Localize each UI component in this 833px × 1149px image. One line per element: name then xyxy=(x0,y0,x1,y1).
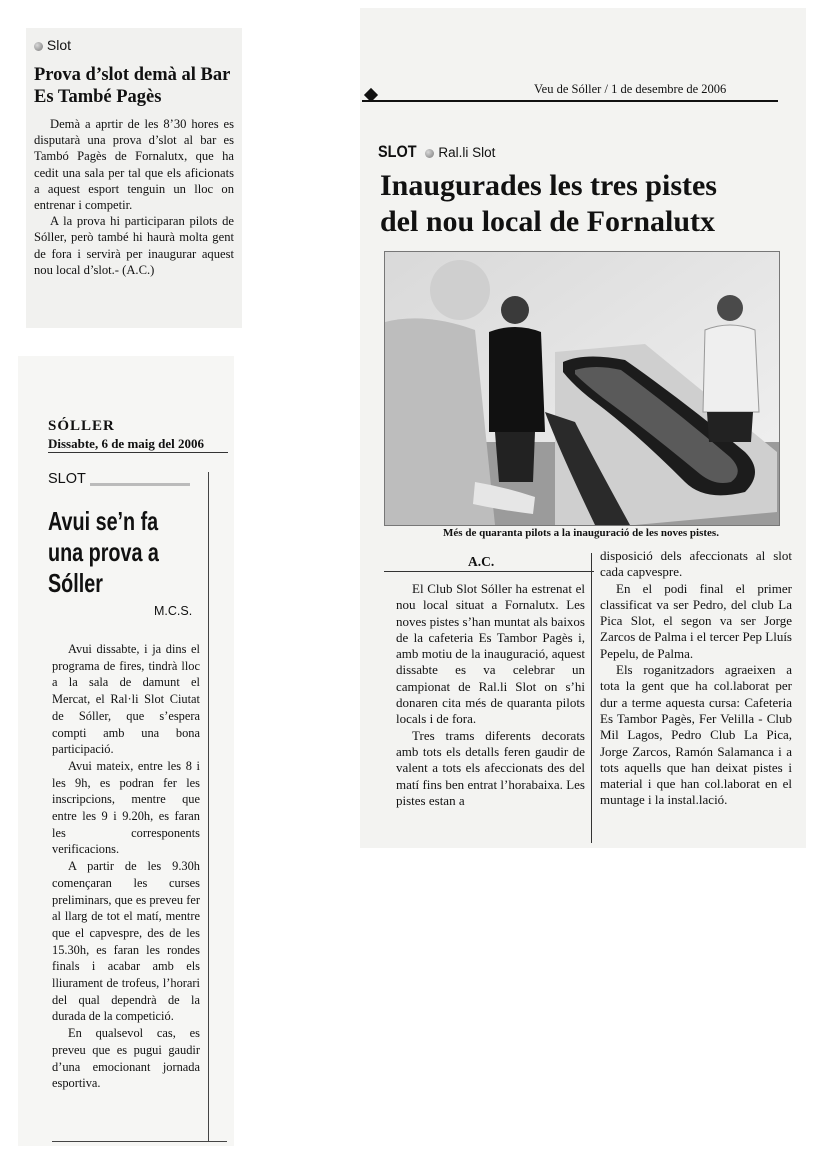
paragraph: En qualsevol cas, es preveu que es pugui gaudir d’una emocionant jornada esportiva. xyxy=(52,1026,200,1091)
column-rule xyxy=(591,553,592,843)
rule xyxy=(48,452,228,453)
headline-line: Sóller xyxy=(48,568,103,598)
photo-caption: Més de quaranta pilots a la inauguració de les noves pistes. xyxy=(443,527,719,539)
byline-rule xyxy=(384,571,594,572)
bullet-icon xyxy=(34,42,43,51)
bullet-icon xyxy=(425,149,434,158)
column-rule xyxy=(208,472,209,1142)
article-body xyxy=(52,641,200,1092)
article-body xyxy=(34,116,234,278)
headline xyxy=(380,168,790,240)
paragraph: El Club Slot Sóller ha estrenat el nou local situat a Fornalutx. Les noves pistes s’han muntat als baixos de la cafeteria Es Tambor Pagès i, amb motiu de la inauguració, aquest dissabte es va celebrar un campionat de Ral.li Slot on s’hi donaren cita més de quaranta pilots locals i de fora. xyxy=(396,581,585,727)
section-label: SLOT xyxy=(378,142,417,161)
byline: A.C. xyxy=(468,554,495,569)
headline xyxy=(48,506,208,599)
headline-line: Avui se’n fa xyxy=(48,506,159,536)
article-column-2 xyxy=(600,548,792,809)
section-tag xyxy=(34,37,71,53)
section-label: SLOT xyxy=(48,471,86,487)
byline: M.C.S. xyxy=(154,604,193,618)
paragraph: Avui dissabte, i ja dins el programa de fires, tindrà lloc a la sala de damunt el Mercat, el Ral·li Slot Ciutat de Sóller, que s’espera compti amb una bona participació. xyxy=(52,642,200,757)
paragraph: Demà a aprtir de les 8’30 hores es disputarà una prova d’slot al bar es Tambó Pagès de Fornalutx, que ha cedit una sala per tal que els aficionats a aquest esport tenguin un lloc on entrenar i competir. xyxy=(34,117,234,213)
article-column-1 xyxy=(396,581,585,809)
photo xyxy=(384,251,780,526)
masthead: SÓLLER xyxy=(48,418,115,434)
header-rule xyxy=(362,100,778,102)
headline-line: del nou local de Fornalutx xyxy=(380,205,716,238)
date: Dissabte, 6 de maig del 2006 xyxy=(48,436,204,451)
section-rule xyxy=(90,483,190,486)
paragraph: Tres trams diferents decorats amb tots els detalls feren gaudir de valent a tots els afeccionats des del matí fins ben entrat l’horabaixa. Les pistes estan a xyxy=(396,727,585,808)
paragraph: disposició dels afeccionats al slot cada capvespre. xyxy=(600,548,792,580)
photo-image xyxy=(385,252,779,525)
paragraph: A la prova hi participaran pilots de Sóller, però també hi haurà molta gent de fora i servirà per inaugurar aquest nou local d’slot.- (A.C.) xyxy=(34,214,234,277)
headline: Prova d’slot demà al Bar Es També Pagès xyxy=(34,65,230,107)
headline-line: Inaugurades les tres pistes xyxy=(380,169,717,202)
paragraph: Els roganitzadors agraeixen a tota la gent que ha col.laborat per dur a terme aquesta cursa: Cafeteria Es Tambor Pagès, Fer Velilla - Club Mil Lagos, Pedro Club La Pica, Jorge Zarcos, Ramón Salamanca i a tots aquells que han deixat pistes i material i que han col.laborat en el muntage i la instal.lació. xyxy=(600,662,792,808)
section-label: Slot xyxy=(46,37,72,53)
clipping-avui-prova xyxy=(18,356,234,1146)
paper-header: Veu de Sóller / 1 de desembre de 2006 xyxy=(534,82,727,96)
paragraph: Avui mateix, entre les 8 i les 9h, es podran fer les inscripcions, mentre que entre les 9 i 9.20h, es faran les corresponents verificacions. xyxy=(52,758,200,857)
paragraph: En el podi final el primer classificat va ser Pedro, del club La Pica Slot, el segon va ser Jorge Zarcos de Palma i el tercer Pep Lluís Pepelu, de Palma. xyxy=(600,580,792,661)
bottom-rule xyxy=(52,1141,227,1142)
section-tag xyxy=(378,142,495,162)
paragraph: A partir de les 9.30h començaran les curses preliminars, que es preveu fer al llarg de tot el matí, mentre que el capvespre, des de les 15.30h, es faran les rondes finals i acabar amb els lliurament de trofeus, l’horari del qual dependrà de la durada de la competició. xyxy=(52,859,200,1024)
clipping-inaugurades xyxy=(360,8,806,848)
subsection-label: Ral.li Slot xyxy=(438,145,496,160)
headline-line: una prova a xyxy=(48,537,159,567)
clipping-prova-slot xyxy=(26,28,242,328)
